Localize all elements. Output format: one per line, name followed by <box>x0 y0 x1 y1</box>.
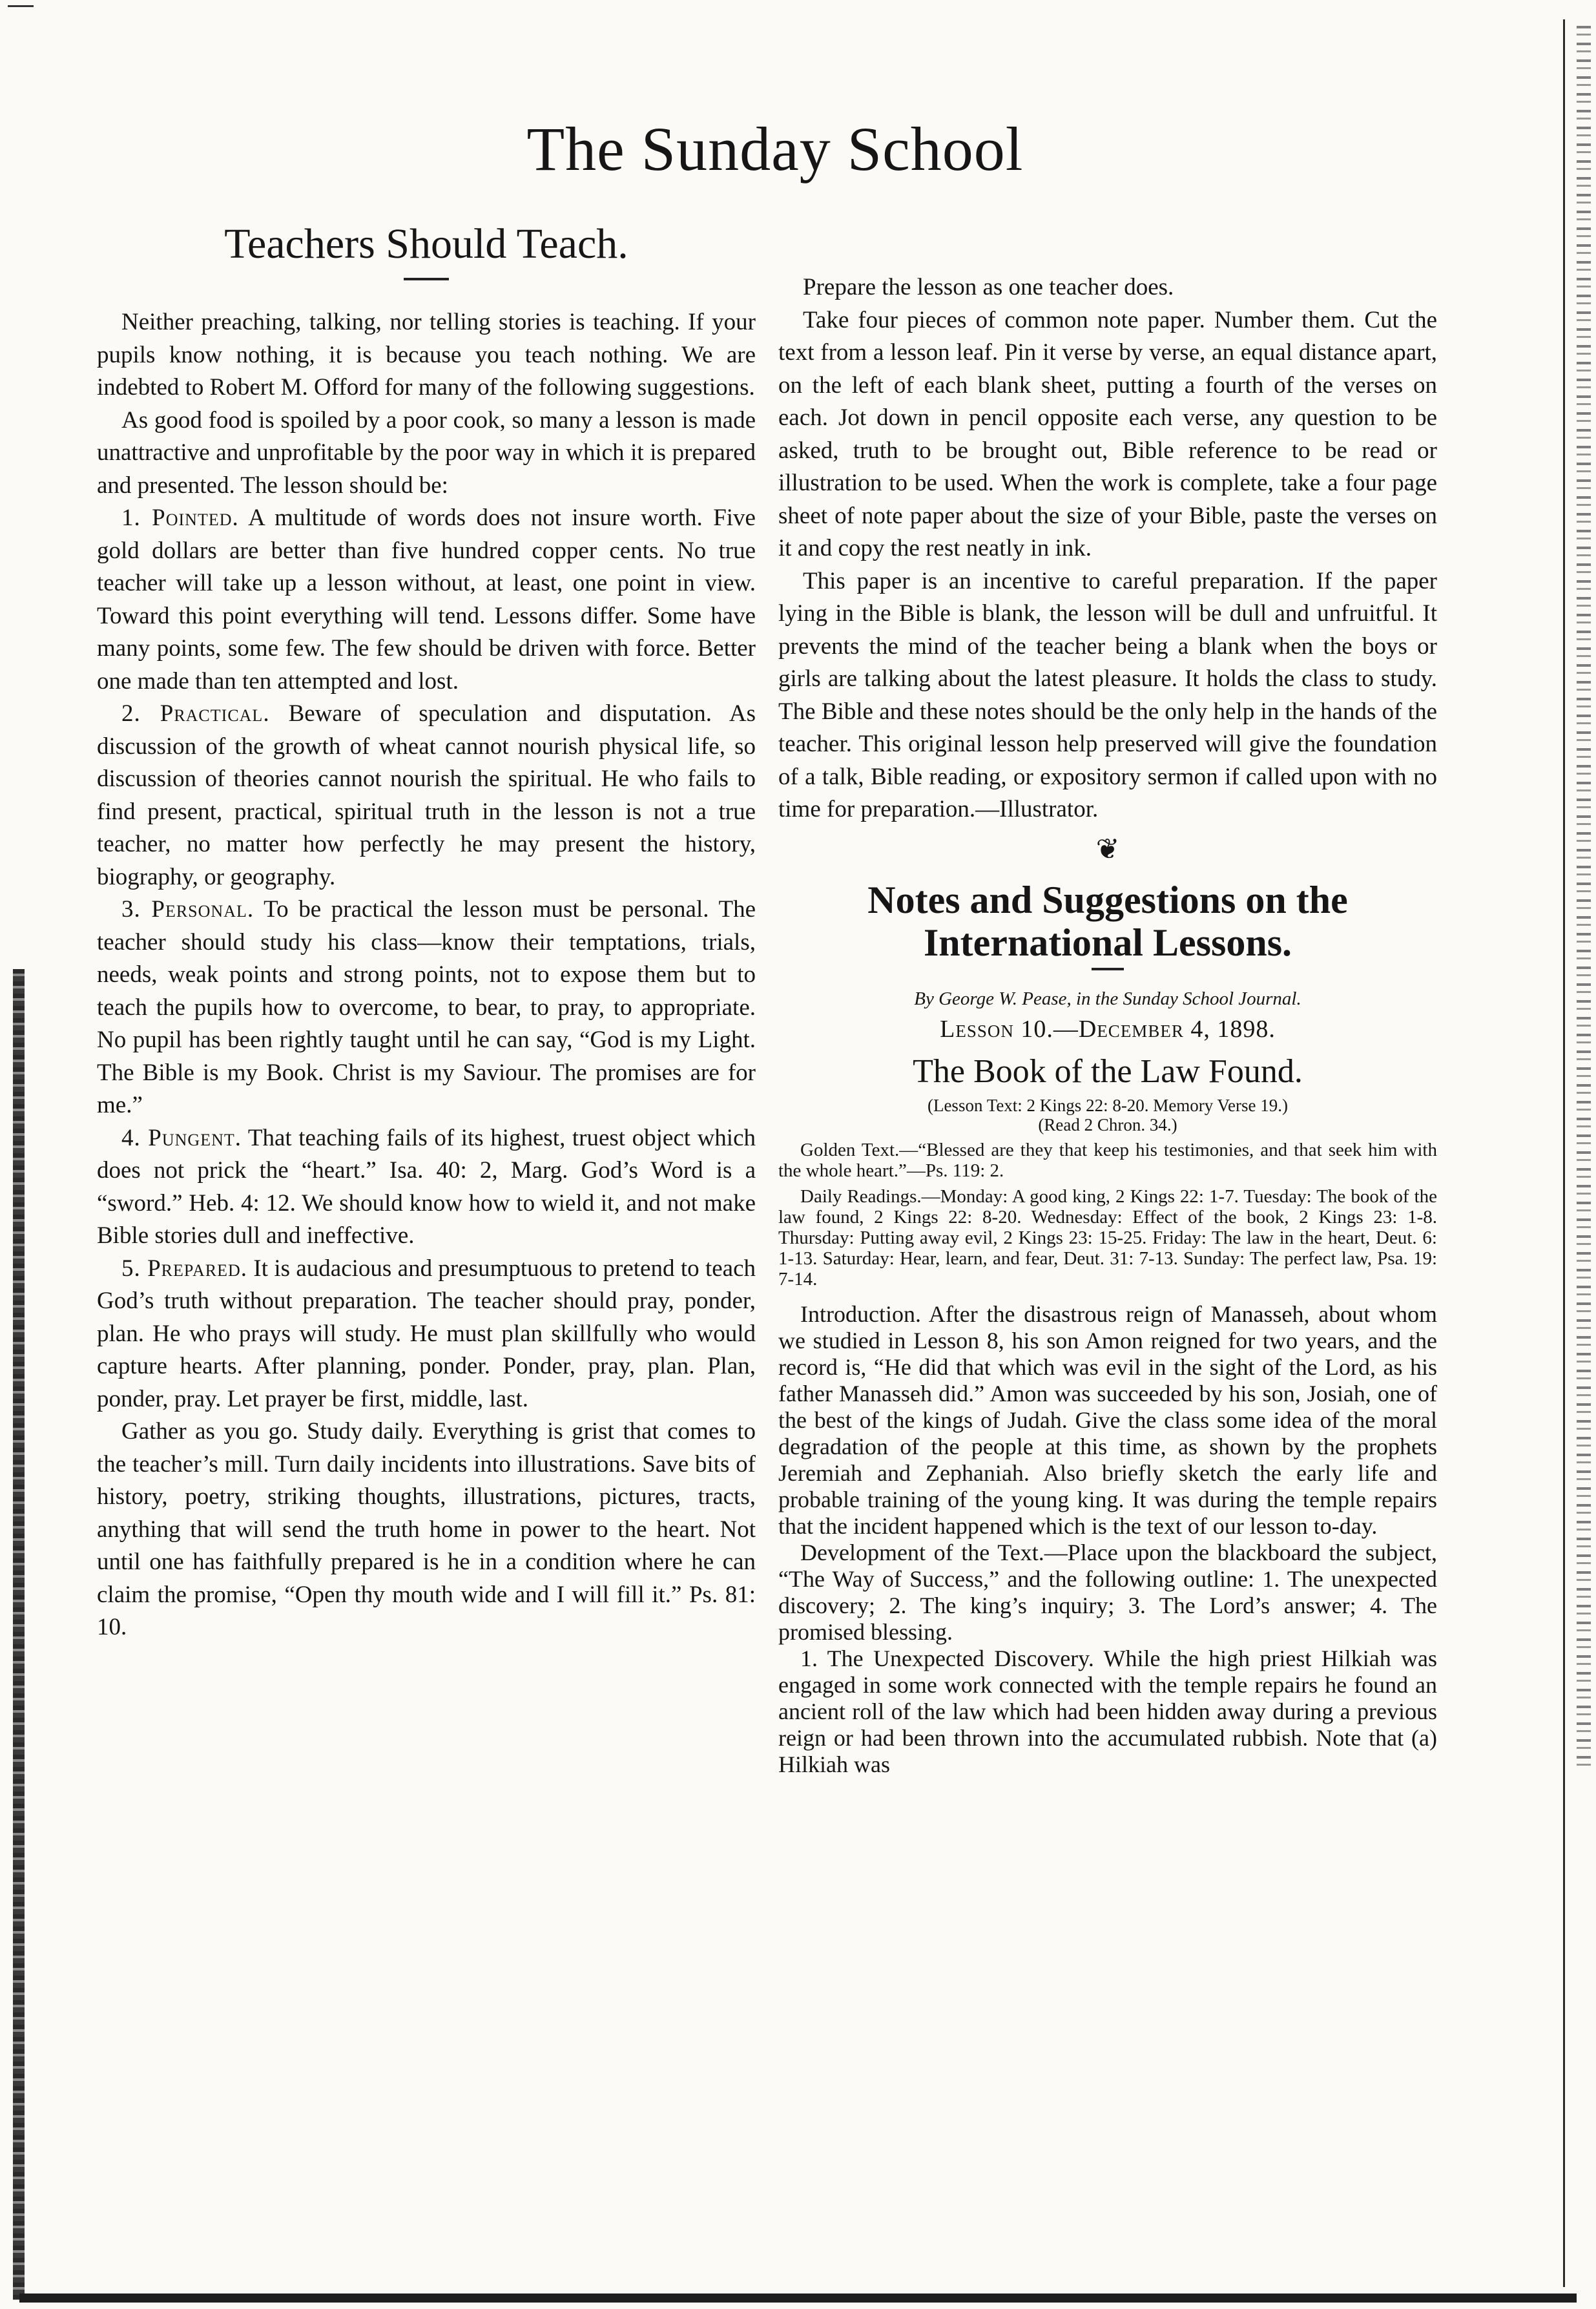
prepare-paragraph: Prepare the lesson as one teacher does. <box>803 274 1174 300</box>
scan-mark <box>8 5 34 7</box>
introduction-paragraph: Introduction. After the disastrous reign of Manasseh, about whom we studied in Lesson 8, his son Amon reigned for two years, and the record is, “He did that which was evil in the sight of the Lord, as his father Manasseh did.” Amon was succeeded by his son, Josiah, one of the best of the kings of Judah. Give the class some idea of the moral degradation of the people at this time, as shown by the prophets Jeremiah and Zephaniah. Also briefly sketch the early life and probable training of the young king. It was during the temple repairs that the incident happened which is the text of our lesson to-day. <box>778 1301 1437 1539</box>
closing-paragraph: Gather as you go. Study daily. Everything is grist that comes to the teacher’s mill. Turn daily incidents into illustrations. Save bits of history, poetry, striking thoughts, illustrations, pictures, tracts, anything that will send the truth home in power to the heart. Not until one has faithfully prepared is he in a condition where he can claim the promise, “Open thy mouth wide and I will fill it.” Ps. 81: 10. <box>97 1418 756 1640</box>
lesson-title: The Book of the Law Found. <box>913 1052 1303 1090</box>
golden-text: Golden Text.—“Blessed are they that keep his testimonies, and that seek him with the whole heart.”—Ps. 119: 2. <box>778 1139 1437 1181</box>
point-text: That teaching fails of its highest, truest object which does not prick the “heart.” Isa. 40: 2, Marg. God’s Word is a “sword.” Heb. 4: 12. We should know how to wield it, and not make Bible stories dull and ineffective. <box>97 1124 756 1249</box>
ornament-icon: ❦ <box>1095 833 1120 865</box>
point-label: 1. Pointed. <box>121 505 239 531</box>
note-paper-paragraph: Take four pieces of common note paper. Number them. Cut the text from a lesson leaf. Pin it verse by verse, an equal distance apart, on the left of each blank sheet, putting a fourth of the verses on each. Jot down in pencil opposite each verse, any question to be asked, truth to be brought out, Bible reference to be read or illustration to be used. When the work is complete, take a four page sheet of note paper about the size of your Bible, paste the verses on it and copy the rest neatly in ink. <box>778 306 1437 561</box>
discovery-paragraph: 1. The Unexpected Discovery. While the high priest Hilkiah was engaged in some work connected with the temple repairs he found an ancient roll of the law which had been hidden away during a previous reign or had been thrown into the accumulated rubbish. Note that (a) Hilkiah was <box>778 1645 1437 1777</box>
point-pointed <box>97 502 756 698</box>
page-edge-noise <box>1577 26 1591 1770</box>
point-text: A multitude of words does not insure worth. Five gold dollars are better than five hundred copper cents. No true teacher will take up a lesson without, at least, one point in view. Toward this point everything will tend. Lessons differ. Some have many points, some few. The few should be driven with force. Better one made than ten attempted and lost. <box>97 505 756 695</box>
point-personal <box>97 893 756 1122</box>
read-reference: (Read 2 Chron. 34.) <box>1038 1114 1177 1134</box>
point-text: It is audacious and presumptuous to pretend to teach God’s truth without preparation. The teacher should pray, ponder, plan. He who prays will study. He must plan skillfully who would capture hearts. After planning, ponder. Ponder, pray, plan. Plan, ponder, pray. Let prayer be first, middle, last. <box>97 1255 756 1412</box>
point-text: Beware of speculation and disputation. As discussion of the growth of wheat cannot nourish physical life, so discussion of theories cannot nourish the spiritual. He who fails to find present, practical, spiritual truth in the lesson is not a true teacher, no matter how perfectly he may present the history, biography, or geography. <box>97 700 756 890</box>
point-text: To be practical the lesson must be personal. The teacher should study his class—know their temptations, trials, needs, weak points and strong points, not to expose them but to teach the pupils how to overcome, to bear, to pray, to appropriate. No pupil has been rightly taught until he can say, “God is my Light. The Bible is my Book. Christ is my Saviour. The promises are for me.” <box>97 896 756 1118</box>
lesson-text: (Lesson Text: 2 Kings 22: 8-20. Memory Verse 19.) <box>927 1095 1289 1115</box>
point-label: 2. Practical. <box>121 700 270 727</box>
development-paragraph: Development of the Text.—Place upon the blackboard the subject, “The Way of Success,” and the following outline: 1. The unexpected discovery; 2. The king’s inquiry; 3. The Lord’s answer; 4. The promised blessing. <box>778 1539 1437 1645</box>
heading-rule <box>404 278 449 280</box>
bottom-rule <box>19 2293 1577 2303</box>
incentive-paragraph: This paper is an incentive to careful preparation. If the paper lying in the Bible is blank, the lesson will be dull and unfruitful. It prevents the mind of the teacher being a blank when the boys or girls are talking about the latest pleasure. It holds the class to study. The Bible and these notes should be the only help in the hands of the teacher. This original lesson help preserved will give the foundation of a talk, Bible reading, or expository sermon if called upon with no time for preparation.—Illustrator. <box>778 567 1437 822</box>
heading-rule <box>1092 968 1124 970</box>
point-label: 3. Personal. <box>121 896 254 923</box>
point-label: 4. Pungent. <box>121 1124 242 1151</box>
daily-readings: Daily Readings.—Monday: A good king, 2 Kings 22: 1-7. Tuesday: The book of the law found, 2 Kings 22: 8-20. Wednesday: Effect of the book, 2 Kings 23: 1-8. Thursday: Putting away evil, 2 Kings 23: 15-25. Friday: The law in the heart, Deut. 6: 1-13. Saturday: Hear, learn, and fear, Deut. 31: 7-13. Sunday: The perfect law, Psa. 19: 7-14. <box>778 1186 1437 1290</box>
byline: By George W. Pease, in the Sunday School Journal. <box>914 988 1301 1009</box>
notes-heading: Notes and Suggestions on the International Lessons. <box>867 878 1348 964</box>
intro-paragraph: Neither preaching, talking, nor telling stories is teaching. If your pupils know nothing, it is because you teach nothing. We are indebted to Robert M. Offord for many of the following suggestions. <box>97 309 756 401</box>
food-paragraph: As good food is spoiled by a poor cook, so many a lesson is made unattractive and unprofitable by the poor way in which it is prepared and presented. The lesson should be: <box>97 406 756 499</box>
point-pungent <box>97 1122 756 1253</box>
spacer <box>778 1290 1437 1301</box>
point-practical <box>97 698 756 893</box>
article-heading: Teachers Should Teach. <box>224 220 628 267</box>
point-prepared <box>97 1253 756 1416</box>
page-title: The Sunday School <box>526 114 1024 183</box>
point-label: 5. Prepared. <box>121 1255 248 1282</box>
lesson-number: Lesson 10.—December 4, 1898. <box>940 1015 1276 1043</box>
page-edge-rule <box>1563 19 1565 2287</box>
left-column <box>97 220 756 1644</box>
right-column <box>778 271 1437 1778</box>
binding-edge <box>13 969 25 2300</box>
